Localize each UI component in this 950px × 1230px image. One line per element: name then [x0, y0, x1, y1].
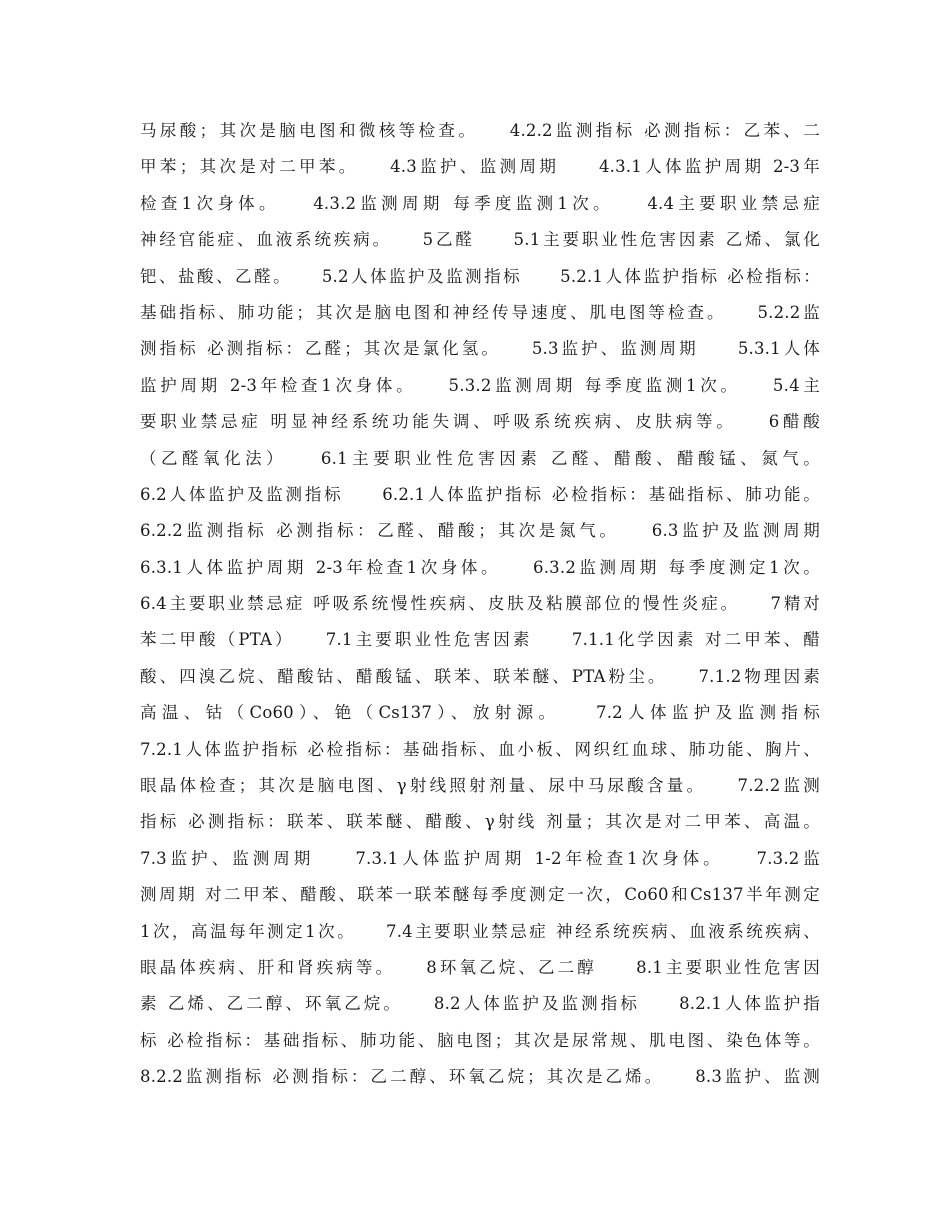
- text-line: 测周期 对二甲苯、醋酸、联苯一联苯醚每季度测定一次，Co60和Cs137半年测定: [140, 885, 820, 905]
- text-line: 素 乙烯、乙二醇、环氧乙烷。 8.2人体监护及监测指标 8.2.1人体监护指: [140, 994, 820, 1014]
- text-line: 神经官能症、血液系统疾病。 5乙醛 5.1主要职业性危害因素 乙烯、氯化: [140, 230, 820, 250]
- text-line: 标 必检指标：基础指标、肺功能、脑电图；其次是尿常规、肌电图、染色体等。: [140, 1030, 820, 1050]
- text-line: 检查1次身体。 4.3.2监测周期 每季度监测1次。 4.4主要职业禁忌症: [140, 193, 820, 213]
- text-line: 甲苯；其次是对二甲苯。 4.3监护、监测周期 4.3.1人体监护周期 2-3年: [140, 157, 820, 177]
- text-line: 7.3监护、监测周期 7.3.1人体监护周期 1-2年检查1次身体。 7.3.2监: [140, 848, 820, 868]
- text-line: 6.2人体监护及监测指标 6.2.1人体监护指标 必检指标：基础指标、肺功能。: [140, 484, 820, 504]
- text-line: （乙醛氧化法） 6.1主要职业性危害因素 乙醛、醋酸、醋酸锰、氮气。: [140, 448, 820, 468]
- text-line: 1次，高温每年测定1次。 7.4主要职业禁忌症 神经系统疾病、血液系统疾病、: [140, 921, 820, 941]
- text-line: 高温、钴（Co60）、铯（Cs137）、放射源。 7.2人体监护及监测指标: [140, 703, 820, 723]
- text-line: 钯、盐酸、乙醛。 5.2人体监护及监测指标 5.2.1人体监护指标 必检指标：: [140, 266, 820, 286]
- text-line: 指标 必测指标：联苯、联苯醚、醋酸、γ射线 剂量；其次是对二甲苯、高温。: [140, 812, 820, 832]
- body-text: [140, 113, 820, 1096]
- text-line: 要职业禁忌症 明显神经系统功能失调、呼吸系统疾病、皮肤病等。 6醋酸: [140, 412, 820, 432]
- text-line: 马尿酸；其次是脑电图和微核等检查。 4.2.2监测指标 必测指标：乙苯、二: [140, 121, 820, 140]
- text-line: 眼晶体检查；其次是脑电图、γ射线照射剂量、尿中马尿酸含量。 7.2.2监测: [140, 776, 820, 796]
- text-line: 基础指标、肺功能；其次是脑电图和神经传导速度、肌电图等检查。 5.2.2监: [140, 302, 820, 322]
- text-line: 8.2.2监测指标 必测指标：乙二醇、环氧乙烷；其次是乙烯。 8.3监护、监测: [140, 1067, 820, 1087]
- text-line: 6.4主要职业禁忌症 呼吸系统慢性疾病、皮肤及粘膜部位的慢性炎症。 7精对: [140, 594, 820, 614]
- text-line: 7.2.1人体监护指标 必检指标：基础指标、血小板、网织红血球、肺功能、胸片、: [140, 739, 820, 759]
- text-line: 监护周期 2-3年检查1次身体。 5.3.2监测周期 每季度监测1次。 5.4主: [140, 375, 820, 395]
- text-line: 眼晶体疾病、肝和肾疾病等。 8环氧乙烷、乙二醇 8.1主要职业性危害因: [140, 957, 820, 977]
- text-line: 苯二甲酸（PTA） 7.1主要职业性危害因素 7.1.1化学因素 对二甲苯、醋: [140, 630, 820, 650]
- text-line: 测指标 必测指标：乙醛；其次是氯化氢。 5.3监护、监测周期 5.3.1人体: [140, 339, 820, 359]
- text-line: 6.2.2监测指标 必测指标：乙醛、醋酸；其次是氮气。 6.3监护及监测周期: [140, 521, 820, 541]
- text-line: 酸、四溴乙烷、醋酸钴、醋酸锰、联苯、联苯醚、PTA粉尘。 7.1.2物理因素: [140, 666, 820, 686]
- text-line: 6.3.1人体监护周期 2-3年检查1次身体。 6.3.2监测周期 每季度测定1次。: [140, 557, 820, 577]
